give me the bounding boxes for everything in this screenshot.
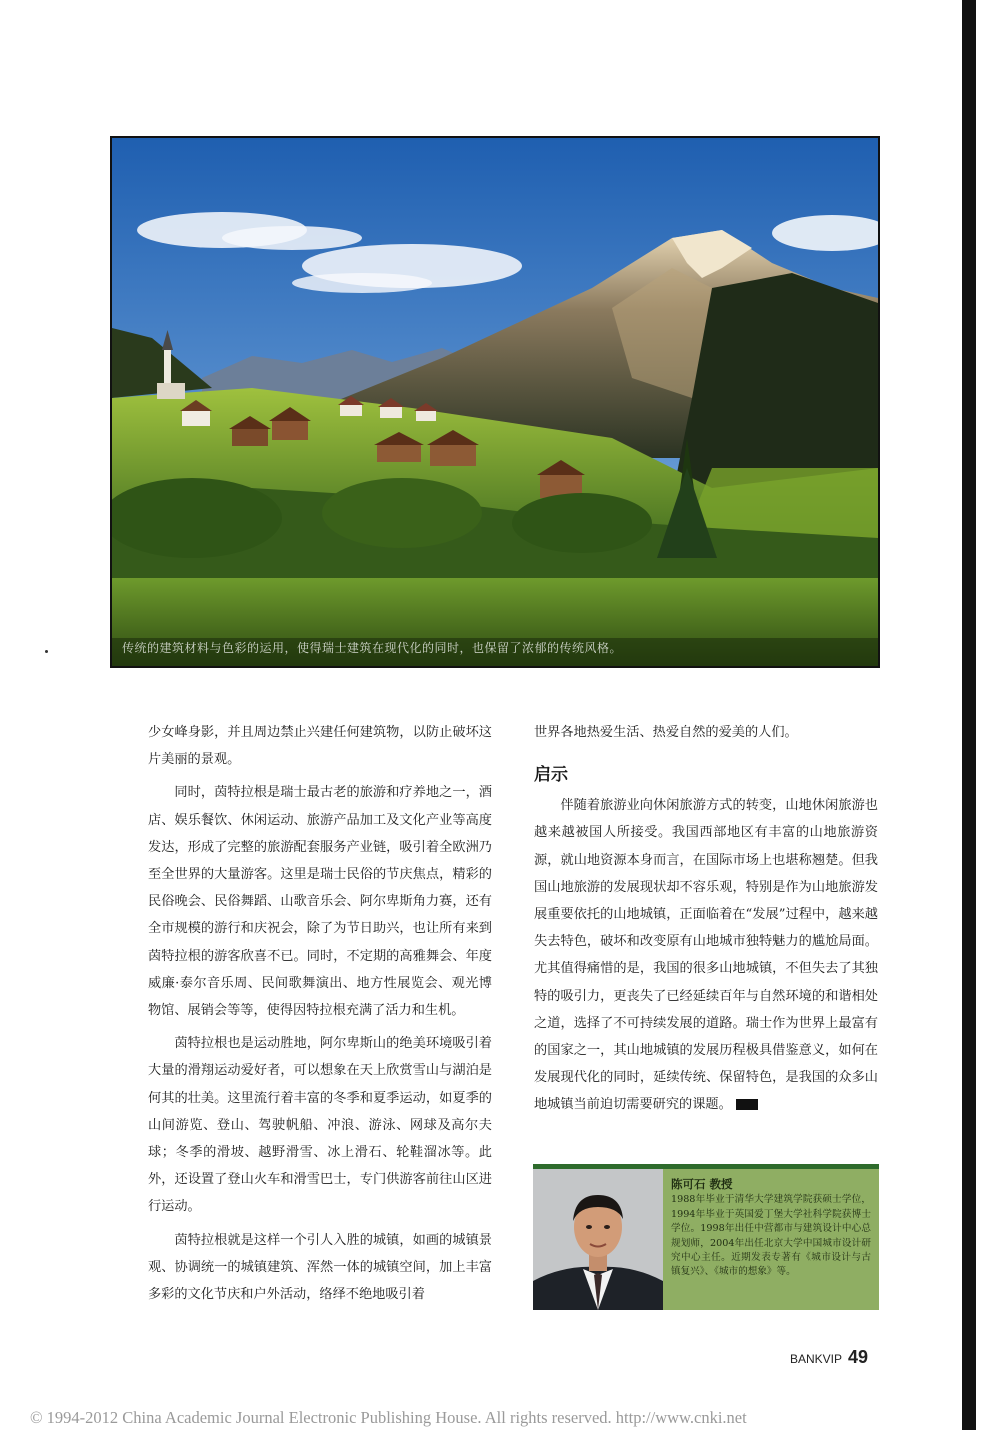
left-paragraph-2: 同时，茵特拉根是瑞士最古老的旅游和疗养地之一，酒店、娱乐餐饮、休闲运动、旅游产品加工及文化产业等高度发达，形成了完整的旅游配套服务产业链，吸引着全欧洲乃至全世界的大量游客。这里是瑞士民俗的节庆焦点，精彩的民俗晚会、民俗舞蹈、山歌音乐会、阿尔卑斯角力赛，还有全市规模的游行和庆祝会，除了为节日助兴，也让所有来到茵特拉根的游客欣喜不已。同时，不定期的高雅舞会、年度威廉·泰尔音乐周、民间歌舞演出、地方性展览会、观光博物馆、展销会等等，使得因特拉根充满了活力和生机。 [148,785,492,1019]
scan-dot [45,650,48,653]
page-footer [790,1347,868,1368]
portrait-illustration [533,1169,663,1310]
left-paragraph-3: 茵特拉根也是运动胜地，阿尔卑斯山的绝美环境吸引着大量的滑翔运动爱好者，可以想象在天上欣赏雪山与湖泊是何其的壮美。这里流行着丰富的冬季和夏季运动，如夏季的山间游览、登山、驾驶帆船、冲浪、游泳、网球及高尔夫球；冬季的滑坡、越野滑雪、冰上滑石、轮鞋溜冰等。此外，还设置了登山火车和滑雪巴士，专门供游客前往山区进行运动。 [148,1036,492,1215]
left-column [148,719,492,1308]
author-name: 陈可石 教授 [671,1177,733,1191]
page-number: 49 [848,1347,869,1367]
author-description: 1988年毕业于清华大学建筑学院获硕士学位，1994年毕业于英国爱丁堡大学社科学院获博士学位。1998年出任中营都市与建筑设计中心总规划师，2004年出任北京大学中国城市设计研究中心主任。近期发表专著有《城市设计与古镇复兴》、《城市的想象》等。 [671,1194,871,1278]
left-paragraph-4: 茵特拉根就是这样一个引人入胜的城镇，如画的城镇景观、协调统一的城镇建筑、浑然一体的城镇空间，加上丰富多彩的文化节庆和户外活动，络绎不绝地吸引着 [148,1232,492,1303]
landscape-photo [110,136,880,668]
left-paragraph-1: 少女峰身影，并且周边禁止兴建任何建筑物，以防止破坏这片美丽的景观。 [148,725,492,768]
alpine-village-illustration [112,138,878,666]
page-edge-bar [962,0,976,1430]
author-bio [533,1164,879,1310]
magazine-name: BANKVIP [790,1352,843,1366]
right-paragraph-2 [534,792,878,1118]
right-paragraph-1: 世界各地热爱生活、热爱自然的爱美的人们。 [534,725,798,740]
copyright-notice: © 1994-2012 China Academic Journal Electronic Publishing House. All rights reserved. http://www.cnki.net [30,1408,747,1427]
author-photo [533,1169,663,1310]
photo-caption: 传统的建筑材料与色彩的运用，使得瑞士建筑在现代化的同时，也保留了浓郁的传统风格。 [122,641,623,655]
author-bio-text-box [663,1169,879,1310]
right-paragraph-2-text: 伴随着旅游业向休闲旅游方式的转变，山地休闲旅游也越来越被国人所接受。我国西部地区有丰富的山地旅游资源，就山地资源本身而言，在国际市场上也堪称翘楚。但我国山地旅游的发展现状却不容乐观，特别是作为山地旅游发展重要依托的山地城镇，正面临着在“发展”过程中，越来越失去特色，破坏和改变原有山地城市独特魅力的尴尬局面。尤其值得痛惜的是，我国的很多山地城镇，不但失去了其独特的吸引力，更丧失了已经延续百年与自然环境的和谐相处之道，选择了不可持续发展的道路。瑞士作为世界上最富有的国家之一，其山地城镇的发展历程极具借鉴意义，如何在发展现代化的同时，延续传统、保留特色，是我国的众多山地城镇当前迫切需要研究的课题。 [534,798,878,1113]
end-of-article-mark [736,1099,758,1110]
right-column [534,719,878,1119]
section-heading: 启示 [534,765,568,786]
